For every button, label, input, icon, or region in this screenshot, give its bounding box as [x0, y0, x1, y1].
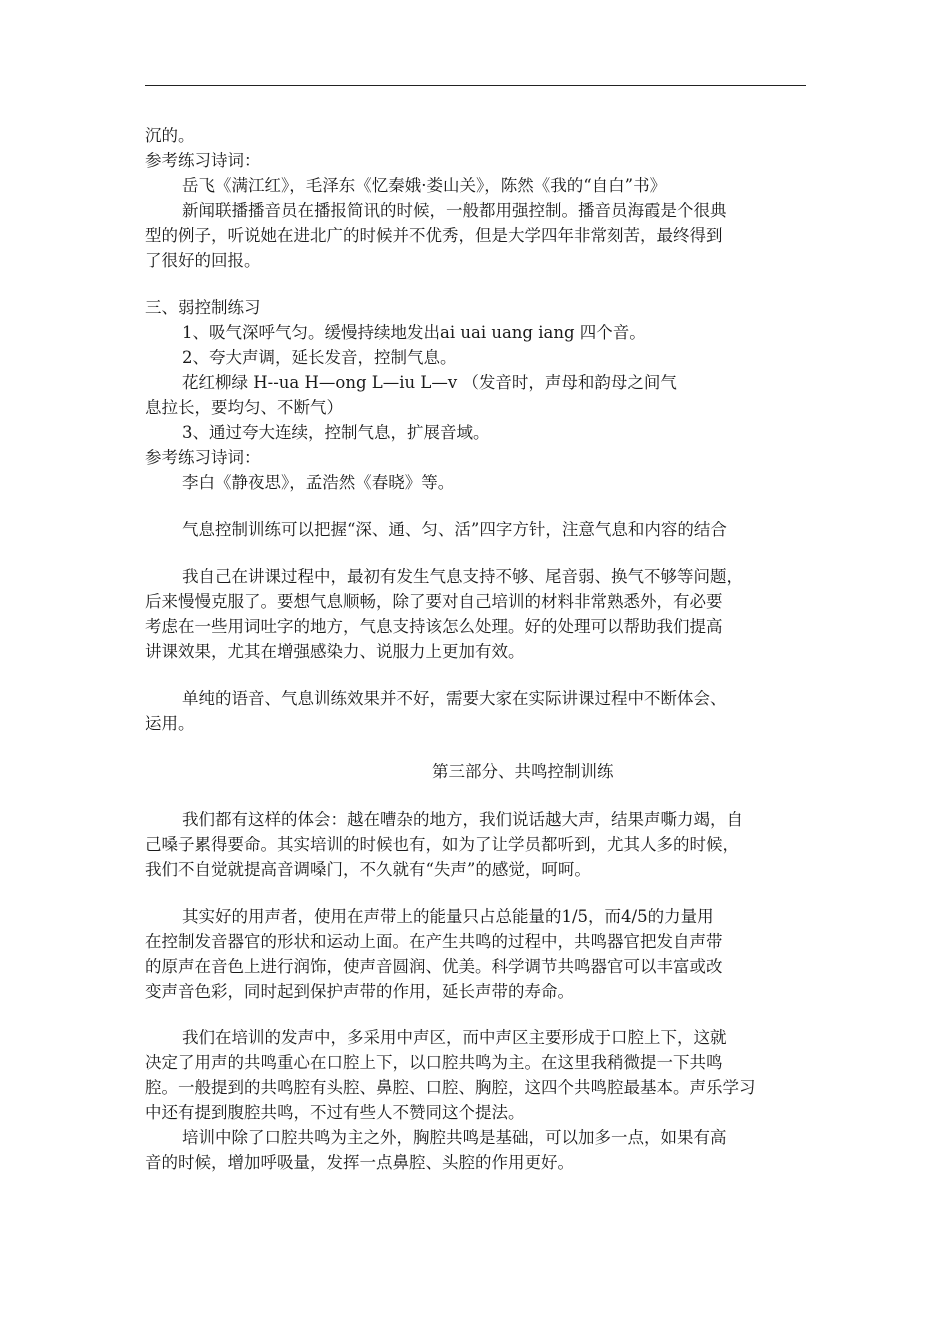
- text-line: 花红柳绿 H--ua H—ong L—iu L—v （发音时，声母和韵母之间气: [182, 373, 677, 392]
- text-line: 息拉长，要均匀、不断气）: [145, 398, 343, 417]
- text-line: 变声音色彩，同时起到保护声带的作用，延长声带的寿命。: [145, 982, 574, 1001]
- text-line: 的原声在音色上进行润饰，使声音圆润、优美。科学调节共鸣器官可以丰富或改: [145, 957, 723, 976]
- text-line: 中还有提到腹腔共鸣，不过有些人不赞同这个提法。: [145, 1103, 525, 1122]
- text-line: 腔。一般提到的共鸣腔有头腔、鼻腔、口腔、胸腔，这四个共鸣腔最基本。声乐学习: [145, 1078, 756, 1097]
- part-title: 第三部分、共鸣控制训练: [432, 762, 614, 781]
- text-line: 决定了用声的共鸣重心在口腔上下，以口腔共鸣为主。在这里我稍微提一下共鸣: [145, 1053, 723, 1072]
- text-line: 在控制发音器官的形状和运动上面。在产生共鸣的过程中，共鸣器官把发自声带: [145, 932, 723, 951]
- text-line: 我们在培训的发声中，多采用中声区，而中声区主要形成于口腔上下，这就: [182, 1028, 727, 1047]
- text-line: 培训中除了口腔共鸣为主之外，胸腔共鸣是基础，可以加多一点，如果有高: [182, 1128, 727, 1147]
- text-line: 讲课效果，尤其在增强感染力、说服力上更加有效。: [145, 642, 525, 661]
- text-line: 李白《静夜思》，孟浩然《春晓》等。: [182, 473, 455, 492]
- text-line: 3、通过夸大连续，控制气息，扩展音域。: [182, 423, 490, 442]
- text-line: 沉的。: [145, 126, 195, 145]
- text-line: 己嗓子累得要命。其实培训的时候也有，如为了让学员都听到，尤其人多的时候，: [145, 835, 739, 854]
- text-line: 单纯的语音、气息训练效果并不好，需要大家在实际讲课过程中不断体会、: [182, 689, 727, 708]
- text-line: 后来慢慢克服了。要想气息顺畅，除了要对自己培训的材料非常熟悉外，有必要: [145, 592, 723, 611]
- text-line: 型的例子，听说她在进北广的时候并不优秀，但是大学四年非常刻苦，最终得到: [145, 226, 723, 245]
- header-rule: [145, 85, 806, 86]
- text-line: 2、夸大声调，延长发音，控制气息。: [182, 348, 457, 367]
- text-line: 我们都有这样的体会：越在嘈杂的地方，我们说话越大声，结果声嘶力竭，自: [182, 810, 743, 829]
- text-line: 新闻联播播音员在播报简讯的时候，一般都用强控制。播音员海霞是个很典: [182, 201, 727, 220]
- text-line: 1、吸气深呼气匀。缓慢持续地发出ai uai uang iang 四个音。: [182, 323, 646, 342]
- text-line: 音的时候，增加呼吸量，发挥一点鼻腔、头腔的作用更好。: [145, 1153, 574, 1172]
- text-line: 考虑在一些用词吐字的地方，气息支持该怎么处理。好的处理可以帮助我们提高: [145, 617, 723, 636]
- text-line: 参考练习诗词：: [145, 448, 261, 467]
- text-line: 了很好的回报。: [145, 251, 261, 270]
- text-line: 运用。: [145, 714, 195, 733]
- text-line: 我们不自觉就提高音调嗓门，不久就有“失声”的感觉，呵呵。: [145, 860, 591, 879]
- text-line: 气息控制训练可以把握“深、通、匀、活”四字方针，注意气息和内容的结合: [182, 520, 727, 539]
- text-line: 其实好的用声者，使用在声带上的能量只占总能量的1/5，而4/5的力量用: [182, 907, 714, 926]
- text-line: 我自己在讲课过程中，最初有发生气息支持不够、尾音弱、换气不够等问题，: [182, 567, 743, 586]
- text-line: 参考练习诗词：: [145, 151, 261, 170]
- section-heading: 三、弱控制练习: [145, 298, 261, 317]
- text-line: 岳飞《满江红》，毛泽东《忆秦娥·娄山关》，陈然《我的“自白”书》: [182, 176, 667, 195]
